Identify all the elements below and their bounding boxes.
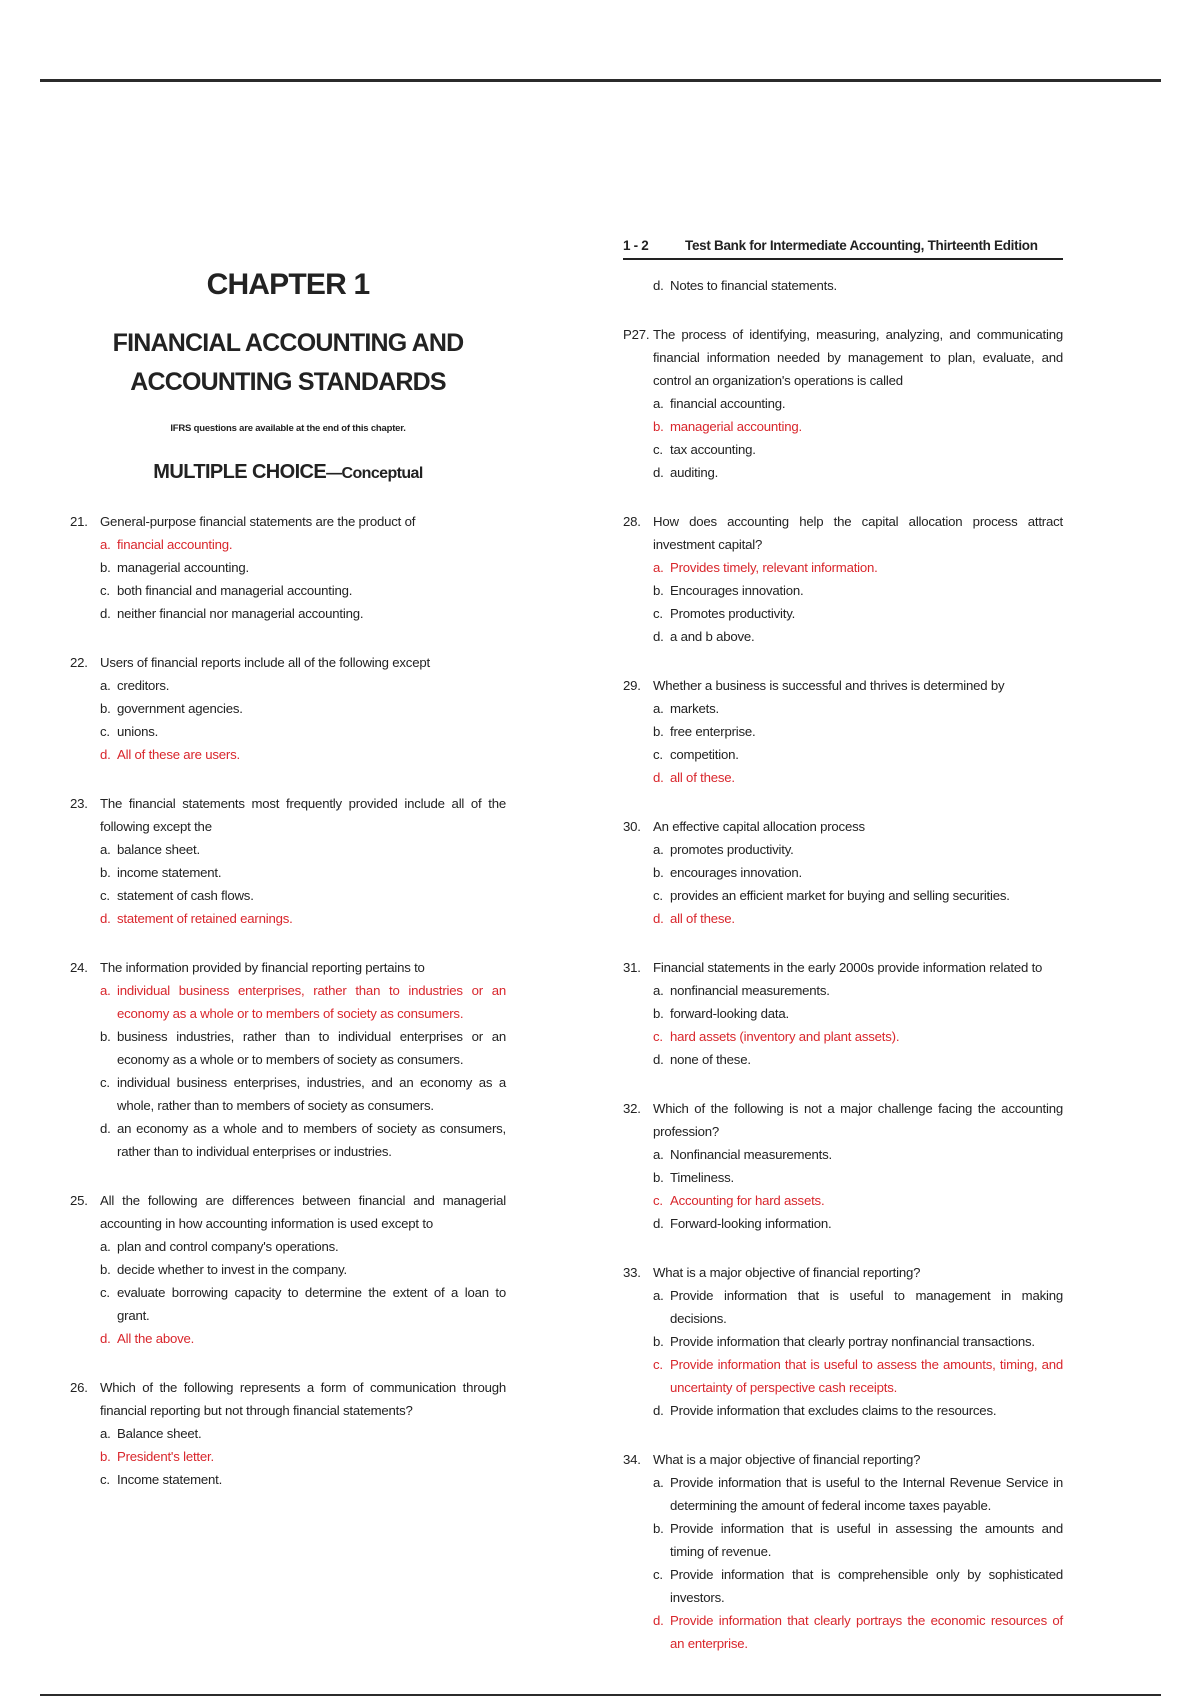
- option-text: Accounting for hard assets.: [670, 1193, 825, 1208]
- question: [623, 1097, 1063, 1235]
- continued-option-letter: d.: [653, 278, 664, 293]
- option-letter: d.: [100, 1121, 111, 1136]
- option-letter: c.: [100, 1075, 110, 1090]
- question-number: P27.: [623, 327, 650, 342]
- answer-option: [623, 1002, 1063, 1025]
- answer-option: [623, 461, 1063, 484]
- option-text: All of these are users.: [117, 747, 240, 762]
- option-letter: d.: [653, 911, 664, 926]
- answer-option: [623, 1517, 1063, 1563]
- question-number: 33.: [623, 1265, 641, 1280]
- option-letter: c.: [653, 1357, 663, 1372]
- option-letter: d.: [100, 606, 111, 621]
- question-number: 29.: [623, 678, 641, 693]
- option-text: evaluate borrowing capacity to determine the extent of a loan to grant.: [117, 1285, 506, 1323]
- option-letter: d.: [653, 1052, 664, 1067]
- answer-option-correct: [70, 1327, 506, 1350]
- answer-option: [623, 625, 1063, 648]
- question-text: The process of identifying, measuring, analyzing, and communicating financial information needed by management to plan, evaluate, and control an organization's operations is called: [653, 327, 1063, 388]
- answer-option: [70, 884, 506, 907]
- question-stem: [623, 674, 1063, 697]
- question-stem: [70, 651, 506, 674]
- option-letter: d.: [100, 911, 111, 926]
- answer-option: [623, 697, 1063, 720]
- option-letter: c.: [653, 747, 663, 762]
- answer-option: [70, 1071, 506, 1117]
- running-header-title: Test Bank for Intermediate Accounting, Thirteenth Edition: [685, 238, 1038, 253]
- bottom-rule: [40, 1694, 1161, 1696]
- option-text: managerial accounting.: [670, 419, 802, 434]
- option-text: President's letter.: [117, 1449, 214, 1464]
- option-letter: c.: [100, 1285, 110, 1300]
- option-letter: a.: [653, 1147, 664, 1162]
- option-letter: a.: [100, 1426, 111, 1441]
- question-number: 24.: [70, 960, 88, 975]
- option-letter: a.: [653, 983, 664, 998]
- answer-option-correct: [623, 1609, 1063, 1655]
- option-text: free enterprise.: [670, 724, 756, 739]
- answer-option: [70, 674, 506, 697]
- option-letter: d.: [653, 629, 664, 644]
- option-letter: b.: [100, 1262, 111, 1277]
- answer-option: [623, 743, 1063, 766]
- answer-option: [70, 1422, 506, 1445]
- option-letter: a.: [653, 396, 664, 411]
- answer-option: [623, 1212, 1063, 1235]
- question-stem: [70, 1376, 506, 1422]
- option-letter: a.: [100, 1239, 111, 1254]
- question-stem: [623, 1448, 1063, 1471]
- answer-option: [623, 602, 1063, 625]
- question-text: All the following are differences between financial and managerial accounting in how accounting information is used except to: [100, 1193, 506, 1231]
- question-number: 30.: [623, 819, 641, 834]
- answer-option: [623, 1399, 1063, 1422]
- answer-option-correct: [623, 766, 1063, 789]
- right-question-list: [623, 323, 1063, 1655]
- option-letter: d.: [653, 1403, 664, 1418]
- option-letter: a.: [653, 701, 664, 716]
- chapter-title: [70, 324, 506, 402]
- section-title-main: MULTIPLE CHOICE: [153, 461, 327, 483]
- option-text: business industries, rather than to individual enterprises or an economy as a whole or to members of society as consumers.: [117, 1029, 506, 1067]
- option-letter: b.: [653, 1334, 664, 1349]
- option-text: plan and control company's operations.: [117, 1239, 339, 1254]
- answer-option: [623, 861, 1063, 884]
- option-text: competition.: [670, 747, 739, 762]
- question-number: 23.: [70, 796, 88, 811]
- option-letter: d.: [653, 1216, 664, 1231]
- question-number: 31.: [623, 960, 641, 975]
- continued-option: [623, 274, 1063, 297]
- question-stem: [623, 815, 1063, 838]
- option-letter: b.: [653, 1006, 664, 1021]
- option-letter: b.: [100, 701, 111, 716]
- option-letter: d.: [653, 1613, 664, 1628]
- option-letter: a.: [100, 537, 111, 552]
- answer-option: [70, 697, 506, 720]
- answer-option: [70, 1281, 506, 1327]
- question-stem: [70, 792, 506, 838]
- option-text: all of these.: [670, 911, 735, 926]
- option-letter: a.: [653, 1475, 664, 1490]
- option-letter: c.: [653, 888, 663, 903]
- option-letter: c.: [100, 583, 110, 598]
- section-title: [70, 458, 506, 488]
- answer-option: [623, 1330, 1063, 1353]
- option-letter: a.: [653, 560, 664, 575]
- answer-option: [623, 1471, 1063, 1517]
- option-text: Provide information that excludes claims to the resources.: [670, 1403, 997, 1418]
- question: [70, 1376, 506, 1491]
- answer-option: [623, 1048, 1063, 1071]
- option-text: Provide information that is comprehensible only by sophisticated investors.: [670, 1567, 1063, 1605]
- option-text: statement of cash flows.: [117, 888, 254, 903]
- option-letter: a.: [100, 983, 111, 998]
- option-text: creditors.: [117, 678, 170, 693]
- answer-option: [623, 1563, 1063, 1609]
- question-text: Which of the following represents a form of communication through financial reporting but not through financial statements?: [100, 1380, 506, 1418]
- question-text: What is a major objective of financial reporting?: [653, 1452, 921, 1467]
- option-letter: a.: [653, 1288, 664, 1303]
- option-text: statement of retained earnings.: [117, 911, 293, 926]
- question: [623, 815, 1063, 930]
- question-number: 22.: [70, 655, 88, 670]
- option-text: managerial accounting.: [117, 560, 249, 575]
- answer-option-correct: [70, 533, 506, 556]
- answer-option: [70, 1025, 506, 1071]
- option-text: hard assets (inventory and plant assets).: [670, 1029, 900, 1044]
- left-column: [70, 262, 506, 1517]
- chapter-heading: CHAPTER 1: [206, 268, 370, 301]
- question-text: Users of financial reports include all of the following except: [100, 655, 430, 670]
- option-text: Timeliness.: [670, 1170, 734, 1185]
- question-text: Which of the following is not a major challenge facing the accounting profession?: [653, 1101, 1063, 1139]
- question-stem: [623, 323, 1063, 392]
- left-question-list: [70, 510, 506, 1491]
- answer-option: [623, 1166, 1063, 1189]
- option-text: forward-looking data.: [670, 1006, 789, 1021]
- answer-option-correct: [623, 1025, 1063, 1048]
- question-number: 26.: [70, 1380, 88, 1395]
- answer-option-correct: [623, 907, 1063, 930]
- option-text: neither financial nor managerial accounting.: [117, 606, 364, 621]
- chapter-title-line2: ACCOUNTING STANDARDS: [130, 368, 446, 396]
- section-title-sub: —Conceptual: [326, 465, 423, 482]
- option-text: Provide information that clearly portrays the economic resources of an enterprise.: [670, 1613, 1063, 1651]
- option-letter: b.: [653, 865, 664, 880]
- option-letter: c.: [653, 442, 663, 457]
- question-stem: [623, 1261, 1063, 1284]
- option-letter: a.: [653, 842, 664, 857]
- question-text: Financial statements in the early 2000s provide information related to: [653, 960, 1043, 975]
- option-letter: a.: [100, 678, 111, 693]
- answer-option-correct: [623, 415, 1063, 438]
- option-text: both financial and managerial accounting.: [117, 583, 353, 598]
- question: [623, 510, 1063, 648]
- question-text: General-purpose financial statements are the product of: [100, 514, 416, 529]
- question-number: 34.: [623, 1452, 641, 1467]
- answer-option: [623, 1284, 1063, 1330]
- option-text: Provide information that is useful to the Internal Revenue Service in determining the amount of federal income taxes payable.: [670, 1475, 1063, 1513]
- question-text: Whether a business is successful and thrives is determined by: [653, 678, 1005, 693]
- question-number: 21.: [70, 514, 88, 529]
- top-rule: [40, 79, 1161, 82]
- answer-option-correct: [623, 1189, 1063, 1212]
- option-text: Provide information that is useful to management in making decisions.: [670, 1288, 1063, 1326]
- answer-option-correct: [70, 979, 506, 1025]
- option-letter: b.: [653, 1521, 664, 1536]
- option-text: Income statement.: [117, 1472, 223, 1487]
- option-text: auditing.: [670, 465, 719, 480]
- option-letter: d.: [100, 747, 111, 762]
- option-text: individual business enterprises, industries, and an economy as a whole, rather than to members of society as consumers.: [117, 1075, 506, 1113]
- option-text: Provide information that is useful to assess the amounts, timing, and uncertainty of perspective cash receipts.: [670, 1357, 1063, 1395]
- option-text: encourages innovation.: [670, 865, 802, 880]
- question: [70, 956, 506, 1163]
- question: [623, 1448, 1063, 1655]
- option-text: tax accounting.: [670, 442, 756, 457]
- answer-option-correct: [623, 556, 1063, 579]
- answer-option: [623, 720, 1063, 743]
- answer-option: [623, 438, 1063, 461]
- option-letter: b.: [100, 560, 111, 575]
- answer-option: [70, 602, 506, 625]
- option-letter: a.: [100, 842, 111, 857]
- option-letter: d.: [100, 1331, 111, 1346]
- option-letter: b.: [653, 583, 664, 598]
- question: [70, 792, 506, 930]
- option-letter: c.: [100, 1472, 110, 1487]
- answer-option: [70, 1258, 506, 1281]
- answer-option: [70, 579, 506, 602]
- answer-option: [70, 556, 506, 579]
- question: [623, 956, 1063, 1071]
- option-text: balance sheet.: [117, 842, 200, 857]
- answer-option-correct: [623, 1353, 1063, 1399]
- option-letter: c.: [653, 606, 663, 621]
- option-letter: b.: [653, 1170, 664, 1185]
- answer-option-correct: [70, 743, 506, 766]
- option-text: Provide information that is useful in assessing the amounts and timing of revenue.: [670, 1521, 1063, 1559]
- option-letter: c.: [653, 1029, 663, 1044]
- option-letter: b.: [100, 1029, 111, 1044]
- question-stem: [70, 956, 506, 979]
- answer-option: [623, 579, 1063, 602]
- answer-option: [70, 1117, 506, 1163]
- option-letter: d.: [653, 465, 664, 480]
- option-text: Provide information that clearly portray nonfinancial transactions.: [670, 1334, 1035, 1349]
- question-stem: [70, 1189, 506, 1235]
- answer-option: [623, 1143, 1063, 1166]
- question: [70, 510, 506, 625]
- option-text: all of these.: [670, 770, 735, 785]
- option-text: nonfinancial measurements.: [670, 983, 830, 998]
- running-header: [623, 236, 1063, 260]
- answer-option: [70, 1235, 506, 1258]
- option-text: Promotes productivity.: [670, 606, 796, 621]
- answer-option: [623, 884, 1063, 907]
- option-text: a and b above.: [670, 629, 755, 644]
- option-text: Balance sheet.: [117, 1426, 202, 1441]
- question-number: 32.: [623, 1101, 641, 1116]
- option-text: an economy as a whole and to members of society as consumers, rather than to individual enterprises or industries.: [117, 1121, 506, 1159]
- question-stem: [623, 1097, 1063, 1143]
- option-letter: b.: [653, 724, 664, 739]
- option-text: government agencies.: [117, 701, 243, 716]
- question-text: An effective capital allocation process: [653, 819, 865, 834]
- option-text: Provides timely, relevant information.: [670, 560, 878, 575]
- question-stem: [623, 510, 1063, 556]
- question-text: The information provided by financial reporting pertains to: [100, 960, 425, 975]
- option-text: Encourages innovation.: [670, 583, 804, 598]
- question: [70, 651, 506, 766]
- option-text: provides an efficient market for buying and selling securities.: [670, 888, 1010, 903]
- option-letter: c.: [100, 888, 110, 903]
- question-stem: [70, 510, 506, 533]
- answer-option: [70, 720, 506, 743]
- question-number: 25.: [70, 1193, 88, 1208]
- question: [623, 674, 1063, 789]
- option-text: individual business enterprises, rather than to industries or an economy as a whole or to members of society as consumers.: [117, 983, 506, 1021]
- option-letter: b.: [653, 419, 664, 434]
- answer-option: [70, 861, 506, 884]
- answer-option: [70, 838, 506, 861]
- page-number: 1 - 2: [623, 238, 649, 253]
- option-letter: b.: [100, 865, 111, 880]
- option-letter: d.: [653, 770, 664, 785]
- question: [623, 1261, 1063, 1422]
- answer-option: [623, 392, 1063, 415]
- option-text: promotes productivity.: [670, 842, 794, 857]
- option-letter: b.: [100, 1449, 111, 1464]
- option-text: unions.: [117, 724, 159, 739]
- question-text: How does accounting help the capital allocation process attract investment capital?: [653, 514, 1063, 552]
- option-text: none of these.: [670, 1052, 751, 1067]
- ifrs-note: IFRS questions are available at the end of this chapter.: [170, 423, 406, 434]
- question: [70, 1189, 506, 1350]
- option-letter: c.: [653, 1193, 663, 1208]
- option-letter: c.: [100, 724, 110, 739]
- question-text: What is a major objective of financial reporting?: [653, 1265, 921, 1280]
- option-text: Nonfinancial measurements.: [670, 1147, 832, 1162]
- question: [623, 323, 1063, 484]
- continued-option-text: Notes to financial statements.: [670, 278, 837, 293]
- option-text: All the above.: [117, 1331, 195, 1346]
- option-letter: c.: [653, 1567, 663, 1582]
- option-text: financial accounting.: [117, 537, 233, 552]
- answer-option: [70, 1468, 506, 1491]
- answer-option-correct: [70, 907, 506, 930]
- answer-option-correct: [70, 1445, 506, 1468]
- question-stem: [623, 956, 1063, 979]
- answer-option: [623, 979, 1063, 1002]
- option-text: income statement.: [117, 865, 222, 880]
- option-text: markets.: [670, 701, 719, 716]
- question-number: 28.: [623, 514, 641, 529]
- right-column: [623, 236, 1063, 1681]
- option-text: decide whether to invest in the company.: [117, 1262, 347, 1277]
- answer-option: [623, 838, 1063, 861]
- chapter-title-line1: FINANCIAL ACCOUNTING AND: [112, 329, 464, 357]
- option-text: Forward-looking information.: [670, 1216, 832, 1231]
- question-text: The financial statements most frequently provided include all of the following except the: [100, 796, 506, 834]
- option-text: financial accounting.: [670, 396, 786, 411]
